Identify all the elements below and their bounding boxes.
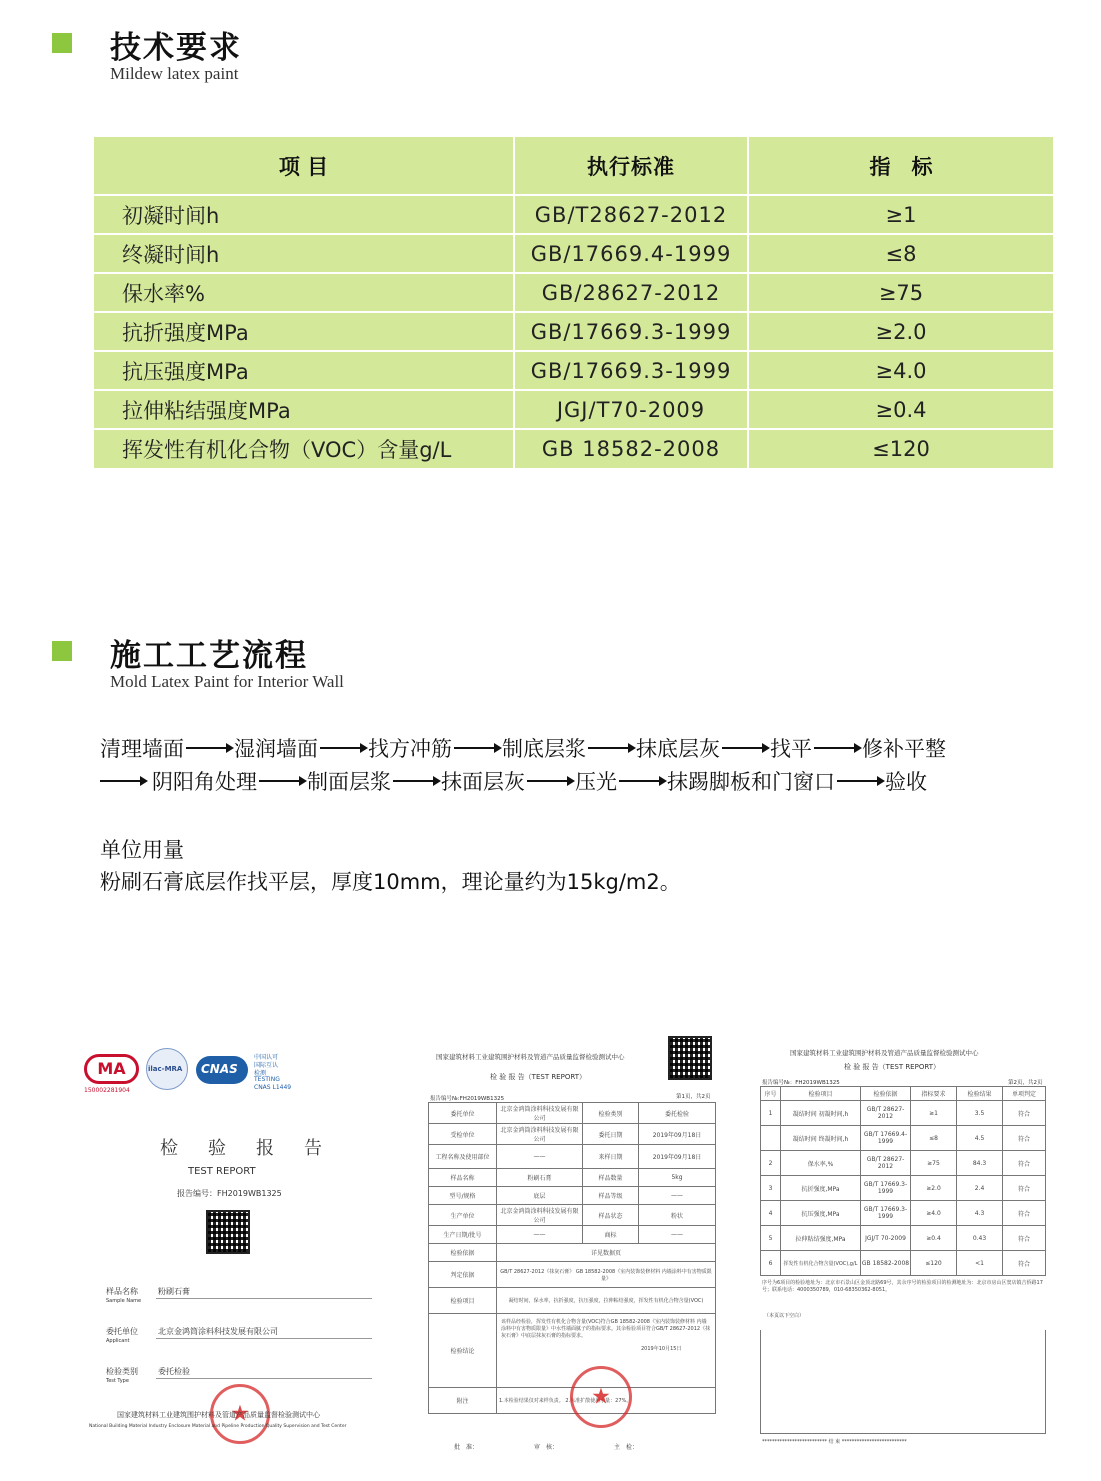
client-label-en: Applicant — [106, 1338, 130, 1344]
row-standard: GB/T28627-2012 — [514, 195, 748, 234]
table-row: 5 拉伸粘结强度,MPa JGJ/T 70-2009 ≥0.4 0.43 符合 — [761, 1226, 1046, 1251]
report-cover-page — [84, 1040, 394, 1440]
row-item: 终凝时间h — [94, 234, 514, 273]
process-step: 制底层浆 — [502, 737, 586, 761]
process-step: 修补平整 — [862, 737, 946, 761]
table-row: 1 凝结时间 初凝时间,h GB/T 28627-2012 ≥1 3.5 符合 — [761, 1101, 1046, 1126]
report-title: 检 验 报 告 — [160, 1138, 328, 1159]
row-index: ≥1 — [748, 195, 1053, 234]
header-standard: 执行标准 — [514, 137, 748, 195]
type-label: 检验类别 — [106, 1367, 138, 1376]
report-number: 报告编号：FH2019WB1325 — [177, 1189, 282, 1198]
process-step: 验收 — [885, 770, 927, 794]
report-number: 报告编号№：FH2019WB1325 — [762, 1080, 840, 1086]
table-row: 检验项目 凝结时间，保水率，抗折强度，抗压强度，拉伸粘结强度，挥发性有机化合物含量(VOC) — [429, 1288, 716, 1314]
row-standard: GB/28627-2012 — [514, 273, 748, 312]
arrow-icon — [619, 780, 665, 782]
arrow-icon — [393, 780, 439, 782]
page-frame — [760, 1330, 1046, 1434]
row-index: ≥0.4 — [748, 390, 1053, 429]
arrow-icon — [527, 780, 573, 782]
row-item: 抗折强度MPa — [94, 312, 514, 351]
sample-value: 粉刷石膏 — [158, 1287, 190, 1296]
process-line-1 — [100, 733, 946, 763]
blank-note: （本页以下空白） — [764, 1313, 805, 1319]
process-line-2 — [100, 766, 927, 796]
section-subtitle: Mildew latex paint — [110, 64, 239, 83]
report-info-table — [428, 1102, 716, 1414]
arrow-icon — [454, 747, 500, 749]
cnas-en: TESTING — [254, 1076, 280, 1083]
divider — [156, 1298, 372, 1299]
table-row: 工程名称及使用部位 —— 来样日期 2019年09月18日 — [429, 1145, 716, 1169]
row-index: ≥2.0 — [748, 312, 1053, 351]
sample-label-en: Sample Name — [106, 1298, 142, 1304]
table-row: 检验依据 详见数据页 — [429, 1244, 716, 1262]
row-item: 初凝时间h — [94, 195, 514, 234]
report-title-en: TEST REPORT — [188, 1166, 256, 1177]
footer-center-cn: 国家建筑材料工业建筑围护材料及管道产品质量监督检验测试中心 — [117, 1411, 320, 1419]
qr-code-icon — [668, 1036, 712, 1080]
type-label-en: Test Type — [106, 1378, 129, 1384]
row-standard: GB 18582-2008 — [514, 429, 748, 468]
table-header-row: 序号 检验项目 检验依据 指标要求 检验结果 单项判定 — [761, 1087, 1046, 1101]
row-standard: GB/17669.4-1999 — [514, 234, 748, 273]
process-step: 抹踢脚板和门窗口 — [667, 770, 835, 794]
arrow-icon — [186, 747, 232, 749]
client-label: 委托单位 — [106, 1327, 138, 1336]
table-row: 6 挥发性有机化合物含量(VOC),g/L GB 18582-2008 ≤120 <1 符合 — [761, 1251, 1046, 1276]
row-index: ≤8 — [748, 234, 1053, 273]
header-item: 项 目 — [94, 137, 514, 195]
process-step: 制面层浆 — [307, 770, 391, 794]
table-row — [94, 273, 1053, 312]
section-title: 技术要求 — [110, 30, 242, 66]
table-row: 检验结论 该样品经检验，挥发性有机化合物含量(VOC)符合GB 18582-2008《室内装饰装修材料 内墙涂料中有害物质限量》中水性墙面腻子的指标要求。其余检验项目符合GB/T 28627-2012《抹灰石膏》中底层抹灰石膏的指标要求。 2019年10月15日 — [429, 1314, 716, 1388]
client-value: 北京金鸿筒涂料科技发展有限公司 — [158, 1327, 278, 1336]
end-marker: ************************** 结 束 ************************** — [762, 1439, 907, 1445]
process-step: 清理墙面 — [100, 737, 184, 761]
ilac-logo: ilac-MRA — [146, 1048, 188, 1090]
sample-label: 样品名称 — [106, 1287, 138, 1296]
results-table — [760, 1086, 1046, 1276]
report-title: 检 验 报 告（TEST REPORT） — [844, 1063, 940, 1071]
tested-by: 主 检： — [614, 1444, 639, 1451]
cma-number: 150002281904 — [84, 1087, 130, 1094]
type-value: 委托检验 — [158, 1367, 190, 1376]
report-note: 序号为6项目的检验地址为：北京市石景山区金顶北路69号，其余序号的检验项目的检测地址为：北京市房山区窦店镇吉侨路17号；联系电话：4000350789，010-68350362-8051。 — [762, 1280, 1043, 1293]
cma-logo: MA — [84, 1054, 139, 1084]
table-row: 附注 1.本检验结果仅对来样负责。 2.标准扩散使用水量：27%。 — [429, 1388, 716, 1414]
header-index: 指 标 — [748, 137, 1053, 195]
spec-table-header — [94, 137, 1053, 195]
usage-text: 粉刷石膏底层作找平层，厚度10mm，理论量约为15kg/m2。 — [100, 870, 681, 894]
usage-heading: 单位用量 — [100, 838, 184, 862]
arrow-icon — [588, 747, 634, 749]
inspected-by: 审 核： — [534, 1444, 559, 1451]
page-number: 第2页，共2页 — [1008, 1080, 1043, 1086]
arrow-icon — [100, 780, 146, 782]
arrow-icon — [837, 780, 883, 782]
report-number: 报告编号№:FH2019WB1325 — [430, 1096, 505, 1102]
row-item: 挥发性有机化合物（VOC）含量g/L — [94, 429, 514, 468]
report-header: 国家建筑材料工业建筑围护材料及管道产品质量监督检验测试中心 — [436, 1053, 625, 1061]
arrow-icon — [722, 747, 768, 749]
table-row: 受检单位 北京金鸿筒涂料科技发展有限公司 委托日期 2019年09月18日 — [429, 1124, 716, 1145]
process-step: 压光 — [575, 770, 617, 794]
table-row: 4 抗压强度,MPa GB/T 17669.3-1999 ≥4.0 4.3 符合 — [761, 1201, 1046, 1226]
section-marker — [52, 641, 72, 661]
arrow-icon — [320, 747, 366, 749]
cnas-logo: CNAS — [196, 1056, 248, 1084]
table-row: 3 抗折强度,MPa GB/T 17669.3-1999 ≥2.0 2.4 符合 — [761, 1176, 1046, 1201]
table-row: 2 保水率,% GB/T 28627-2012 ≥75 84.3 符合 — [761, 1151, 1046, 1176]
process-step: 湿润墙面 — [234, 737, 318, 761]
row-standard: GB/17669.3-1999 — [514, 351, 748, 390]
table-row — [94, 312, 1053, 351]
section-subtitle: Mold Latex Paint for Interior Wall — [110, 672, 344, 691]
table-row: 生产单位 北京金鸿筒涂料科技发展有限公司 样品状态 粉状 — [429, 1205, 716, 1226]
spec-table — [94, 137, 1053, 468]
report-header: 国家建筑材料工业建筑围护材料及管道产品质量监督检验测试中心 — [790, 1049, 979, 1057]
report-page-1 — [424, 1036, 720, 1464]
divider — [156, 1378, 372, 1379]
row-item: 抗压强度MPa — [94, 351, 514, 390]
approved-by: 批 准： — [454, 1444, 479, 1451]
report-title: 检 验 报 告（TEST REPORT） — [490, 1073, 586, 1081]
table-row: 凝结时间 终凝时间,h GB/T 17669.4-1999 ≤8 4.5 符合 — [761, 1126, 1046, 1151]
table-row: 生产日期/批号 —— 商标 —— — [429, 1226, 716, 1244]
process-step: 抹面层灰 — [441, 770, 525, 794]
cnas-cn-2: 国际互认 — [254, 1062, 279, 1069]
section-marker — [52, 33, 72, 53]
page-number: 第1页，共2页 — [676, 1094, 711, 1100]
table-row: 型号/规格 底层 样品等级 —— — [429, 1187, 716, 1205]
row-item: 保水率% — [94, 273, 514, 312]
table-row — [94, 234, 1053, 273]
process-step: 阴阳角处理 — [152, 770, 257, 794]
arrow-icon — [814, 747, 860, 749]
report-page-2 — [756, 1040, 1050, 1452]
process-step: 抹底层灰 — [636, 737, 720, 761]
footer-center-en: National Building Material Industry Enclosure Material and Pipeline Production Quality Supervision and Test Center — [89, 1424, 347, 1429]
row-index: ≥4.0 — [748, 351, 1053, 390]
table-row — [94, 429, 1053, 468]
process-step: 找方冲筋 — [368, 737, 452, 761]
cnas-number: CNAS L1449 — [254, 1084, 292, 1091]
row-standard: GB/17669.3-1999 — [514, 312, 748, 351]
cnas-cn: 中国认可 — [254, 1054, 279, 1061]
cnas-cn-3: 检测 — [254, 1070, 267, 1077]
row-item: 拉伸粘结强度MPa — [94, 390, 514, 429]
table-row — [94, 351, 1053, 390]
arrow-icon — [259, 780, 305, 782]
table-row: 样品名称 粉刷石膏 样品数量 5kg — [429, 1169, 716, 1187]
table-row: 判定依据 GB/T 28627-2012《抹灰石膏》 GB 18582-2008《室内装饰装修材料 内墙涂料中有害物质限量》 — [429, 1262, 716, 1288]
divider — [156, 1338, 372, 1339]
official-seal-icon — [570, 1366, 632, 1428]
conclusion-text: 该样品经检验，挥发性有机化合物含量(VOC)符合GB 18582-2008《室内装饰装修材料 内墙涂料中有害物质限量》中水性墙面腻子的指标要求。其余检验项目符合GB/T 28627-2012《抹灰石膏》中底层抹灰石膏的指标要求。 — [501, 1319, 711, 1339]
process-step: 找平 — [770, 737, 812, 761]
row-standard: JGJ/T70-2009 — [514, 390, 748, 429]
table-row: 委托单位 北京金鸿筒涂料科技发展有限公司 检验类别 委托检验 — [429, 1103, 716, 1124]
table-row — [94, 195, 1053, 234]
row-index: ≥75 — [748, 273, 1053, 312]
section-title: 施工工艺流程 — [110, 638, 308, 674]
table-row — [94, 390, 1053, 429]
row-index: ≤120 — [872, 437, 930, 461]
qr-code-icon — [206, 1210, 250, 1254]
issue-date: 2019年10月15日 — [641, 1346, 682, 1352]
